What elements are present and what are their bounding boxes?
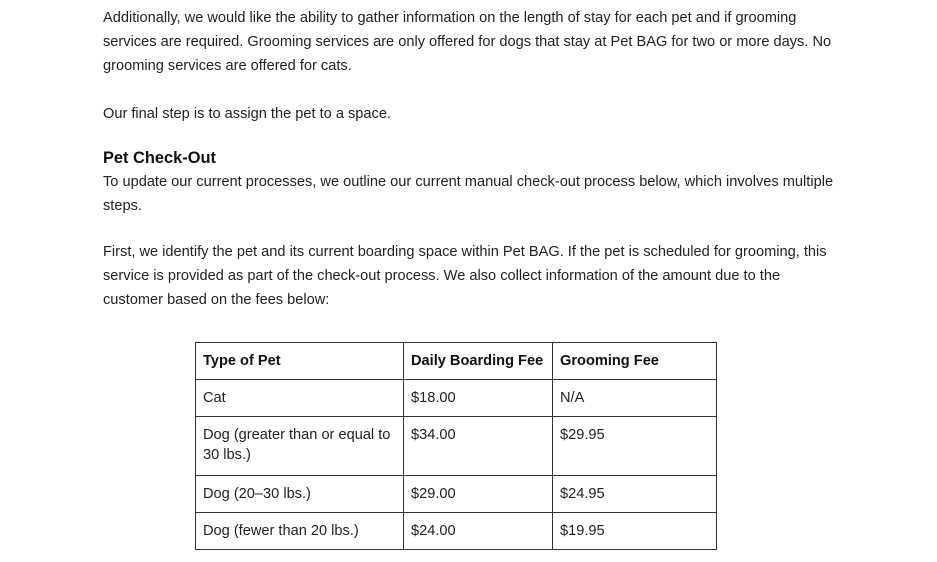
fee-table: [195, 342, 717, 550]
fee-table-container: [195, 342, 717, 550]
cell-grooming-fee: $29.95: [553, 417, 717, 476]
paragraph-check-out-steps: First, we identify the pet and its current boarding space within Pet BAG. If the pet is scheduled for grooming, this service is provided as part of the check-out process. We also collect information of the amount due to the customer based on the fees below:: [103, 244, 827, 308]
cell-pet-type: Cat: [196, 380, 404, 417]
table-row: [196, 380, 717, 417]
paragraph-length-of-stay: Additionally, we would like the ability to gather information on the length of stay for each pet and if grooming services are required. Grooming services are only offered for dogs that stay at Pet BAG for two or more days. No grooming services are offered for cats.: [103, 10, 832, 74]
header-grooming-fee: Grooming Fee: [553, 343, 717, 380]
table-row: [196, 513, 717, 550]
header-daily-boarding-fee: Daily Boarding Fee: [404, 343, 553, 380]
cell-pet-type: Dog (fewer than 20 lbs.): [196, 513, 404, 550]
section-heading-pet-check-out: Pet Check-Out: [103, 149, 216, 167]
cell-pet-type: Dog (greater than or equal to 30 lbs.): [196, 417, 404, 476]
table-header-row: [196, 343, 717, 380]
cell-boarding-fee: $24.00: [404, 513, 553, 550]
table-row: [196, 417, 717, 476]
table-row: [196, 476, 717, 513]
paragraph-assign-space: Our final step is to assign the pet to a space.: [103, 106, 391, 122]
cell-boarding-fee: $29.00: [404, 476, 553, 513]
document-body: [103, 6, 843, 312]
cell-grooming-fee: N/A: [553, 380, 717, 417]
cell-grooming-fee: $19.95: [553, 513, 717, 550]
cell-grooming-fee: $24.95: [553, 476, 717, 513]
paragraph-check-out-intro: To update our current processes, we outline our current manual check-out process below, which involves multiple steps.: [103, 174, 834, 214]
cell-pet-type: Dog (20–30 lbs.): [196, 476, 404, 513]
cell-boarding-fee: $18.00: [404, 380, 553, 417]
cell-boarding-fee: $34.00: [404, 417, 553, 476]
header-type-of-pet: Type of Pet: [196, 343, 404, 380]
